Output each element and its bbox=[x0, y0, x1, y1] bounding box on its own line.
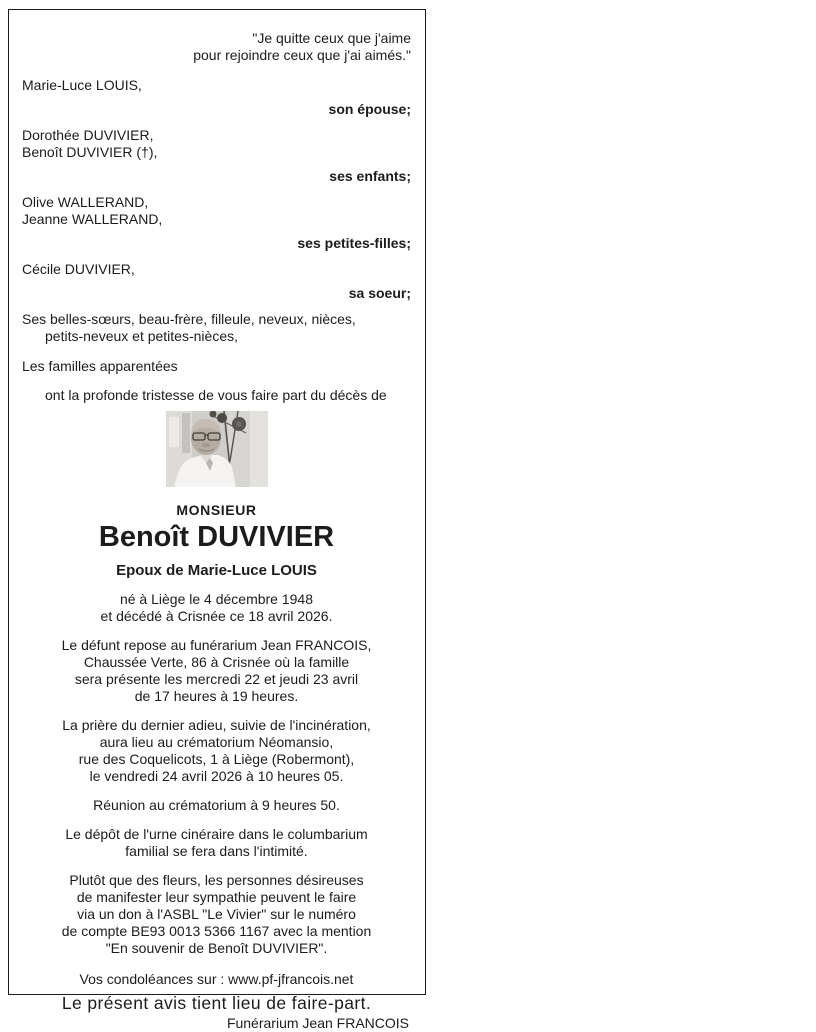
death-line: et décédé à Crisnée ce 18 avril 2026. bbox=[100, 608, 333, 624]
repose-line: de 17 heures à 19 heures. bbox=[134, 688, 299, 704]
quote-line-1: "Je quitte ceux que j'aime bbox=[252, 30, 411, 46]
family-name: Benoît DUVIVIER (†), bbox=[22, 144, 158, 160]
portrait-photo-image bbox=[166, 411, 268, 487]
donation-line: de manifester leur sympathie peuvent le faire bbox=[76, 889, 357, 905]
death-notice-card bbox=[8, 9, 426, 1031]
opening-quote bbox=[22, 30, 411, 64]
urn-line: familial se fera dans l'intimité. bbox=[125, 843, 308, 859]
spouse-of-line: Epoux de Marie-Luce LOUIS bbox=[116, 562, 317, 579]
family-relation: ses enfants; bbox=[329, 168, 411, 184]
family-name: Marie-Luce LOUIS, bbox=[22, 77, 142, 93]
donation-line: via un don à l'ASBL "Le Vivier" sur le numéro bbox=[77, 906, 356, 922]
donation-line: de compte BE93 0013 5366 1167 avec la mention bbox=[61, 923, 372, 939]
family-name: Olive WALLERAND, bbox=[22, 194, 149, 210]
donation-line: "En souvenir de Benoît DUVIVIER". bbox=[105, 940, 328, 956]
deceased-name: Benoît DUVIVIER bbox=[98, 521, 335, 553]
reunion-line: Réunion au crématorium à 9 heures 50. bbox=[93, 797, 340, 813]
ceremony-line: La prière du dernier adieu, suivie de l'incinération, bbox=[62, 717, 371, 733]
life-dates bbox=[22, 591, 411, 625]
donation-line: Plutôt que des fleurs, les personnes désireuses bbox=[69, 872, 364, 888]
ceremony-line: rue des Coquelicots, 1 à Liège (Robermont), bbox=[78, 751, 355, 767]
funerarium-signature: Funérarium Jean FRANCOIS bbox=[226, 1015, 409, 1031]
urn-paragraph bbox=[22, 826, 411, 860]
ceremony-paragraph bbox=[22, 717, 411, 785]
donation-paragraph bbox=[22, 872, 411, 957]
portrait-photo bbox=[22, 411, 411, 491]
relatives-line-1: Ses belles-sœurs, beau-frère, filleule, neveux, nièces, bbox=[22, 311, 356, 327]
repose-line: Chaussée Verte, 86 à Crisnée où la famille bbox=[83, 654, 350, 670]
family-relation: sa soeur; bbox=[348, 285, 411, 301]
relatives-line-2: petits-neveux et petites-nièces, bbox=[45, 328, 238, 344]
family-relation: ses petites-filles; bbox=[297, 235, 411, 251]
family-name: Cécile DUVIVIER, bbox=[22, 261, 135, 277]
announcement-line: ont la profonde tristesse de vous faire part du décès de bbox=[45, 387, 387, 403]
ceremony-line: aura lieu au crématorium Néomansio, bbox=[99, 734, 334, 750]
quote-line-2: pour rejoindre ceux que j'ai aimés." bbox=[193, 47, 411, 63]
family-relation: son épouse; bbox=[328, 101, 411, 117]
repose-paragraph bbox=[22, 637, 411, 705]
ceremony-line: le vendredi 24 avril 2026 à 10 heures 05. bbox=[89, 768, 344, 784]
repose-line: sera présente les mercredi 22 et jeudi 23 avril bbox=[74, 671, 359, 687]
urn-line: Le dépôt de l'urne cinéraire dans le columbarium bbox=[65, 826, 368, 842]
extended-relatives bbox=[22, 311, 411, 345]
family-entry-sister bbox=[22, 261, 411, 302]
condolences-url-line: Vos condoléances sur : www.pf-jfrancois.net bbox=[79, 971, 354, 987]
honorific-title: MONSIEUR bbox=[176, 502, 257, 518]
repose-line: Le défunt repose au funérarium Jean FRANCOIS, bbox=[61, 637, 372, 653]
family-entry-children bbox=[22, 127, 411, 185]
family-name: Dorothée DUVIVIER, bbox=[22, 127, 154, 143]
family-entry-granddaughters bbox=[22, 194, 411, 252]
birth-line: né à Liège le 4 décembre 1948 bbox=[119, 591, 314, 607]
faire-part-line: Le présent avis tient lieu de faire-part. bbox=[61, 993, 372, 1013]
related-families-line: Les familles apparentées bbox=[22, 358, 178, 374]
family-name: Jeanne WALLERAND, bbox=[22, 211, 163, 227]
family-entry-spouse bbox=[22, 77, 411, 118]
